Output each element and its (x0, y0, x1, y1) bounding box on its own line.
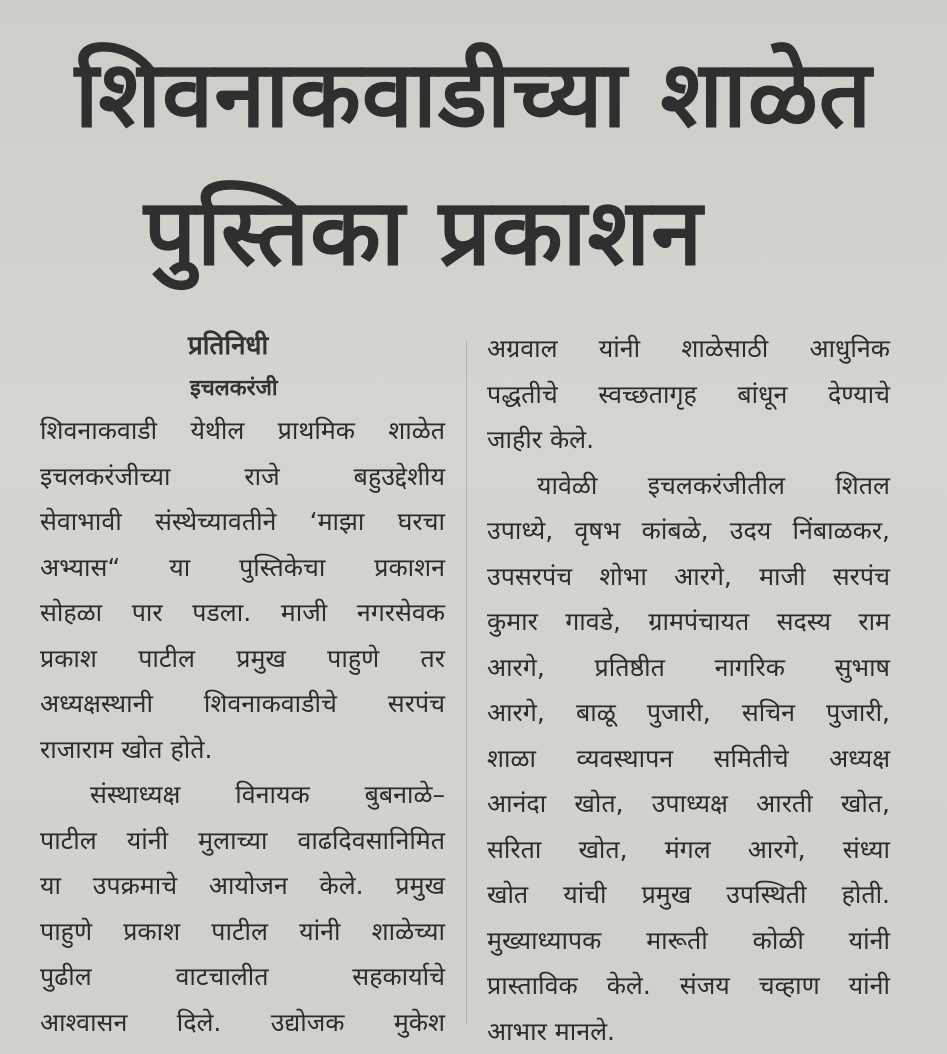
right-column-line: शाळा व्यवस्थापन समितीचे अध्यक्ष (487, 736, 890, 782)
right-column-line: आनंदा खोत, उपाध्यक्ष आरती खोत, (487, 781, 890, 827)
left-column-line: पुढील वाटचालीत सहकार्याचे (40, 954, 445, 1000)
right-column-line: पद्धतीचे स्वच्छतागृह बांधून देण्याचे (487, 372, 890, 418)
right-column-line: प्रास्ताविक केले. संजय चव्हाण यांनी (487, 963, 890, 1009)
right-column-line: अग्रवाल यांनी शाळेसाठी आधुनिक (487, 326, 890, 372)
right-column-line: आभार मानले. (487, 1009, 890, 1054)
left-column-line: इचलकरंजीच्या राजे बहुउद्देशीय (40, 454, 445, 500)
right-column-line: आरगे, प्रतिष्ठीत नागरिक सुभाष (487, 645, 890, 691)
right-column-line: उपाध्ये, वृषभ कांबळे, उदय निंबाळकर, (487, 508, 890, 554)
left-column-line: प्रकाश पाटील प्रमुख पाहुणे तर (40, 636, 445, 682)
left-column-line: आश्वासन दिले. उद्योजक मुकेश (40, 1000, 445, 1046)
left-column-line: सेवाभावी संस्थेच्यावतीने ‘माझा घरचा (40, 499, 445, 545)
left-column-line: सोहळा पार पडला. माजी नगरसेवक (40, 590, 445, 636)
column-divider (466, 340, 467, 1024)
right-column-line: यावेळी इचलकरंजीतील शितल (487, 463, 890, 509)
left-column-line: अध्यक्षस्थानी शिवनाकवाडीचे सरपंच (40, 681, 445, 727)
right-column-line: कुमार गावडे, ग्रामपंचायत सदस्य राम (487, 599, 890, 645)
left-column-line: राजाराम खोत होते. (40, 727, 445, 773)
byline-reporter: प्रतिनिधी (188, 326, 268, 362)
byline-location: इचलकरंजी (190, 372, 278, 402)
right-column-line: उपसरपंच शोभा आरगे, माजी सरपंच (487, 554, 890, 600)
left-column-line: अभ्यास“ या पुस्तिकेचा प्रकाशन (40, 545, 445, 591)
left-column-line: पाटील यांनी मुलाच्या वाढदिवसानिमित (40, 818, 445, 864)
article-right-column (487, 326, 890, 1054)
left-column-line: शिवनाकवाडी येथील प्राथमिक शाळेत (40, 408, 445, 454)
right-column-line: जाहीर केले. (487, 417, 890, 463)
left-column-line: संस्थाध्यक्ष विनायक बुबनाळे– (40, 772, 445, 818)
right-column-line: आरगे, बाळू पुजारी, सचिन पुजारी, (487, 690, 890, 736)
right-column-line: मुख्याध्यापक मारूती कोळी यांनी (487, 918, 890, 964)
headline-line-1: शिवनाकवाडीच्या शाळेत (0, 30, 947, 160)
right-column-line: सरिता खोत, मंगल आरगे, संध्या (487, 827, 890, 873)
left-column-line: पाहुणे प्रकाश पाटील यांनी शाळेच्या (40, 909, 445, 955)
article-left-column (40, 408, 445, 1045)
headline-line-2: पुस्तिका प्रकाशन (0, 168, 897, 298)
right-column-line: खोत यांची प्रमुख उपस्थिती होती. (487, 872, 890, 918)
left-column-line: या उपक्रमाचे आयोजन केले. प्रमुख (40, 863, 445, 909)
